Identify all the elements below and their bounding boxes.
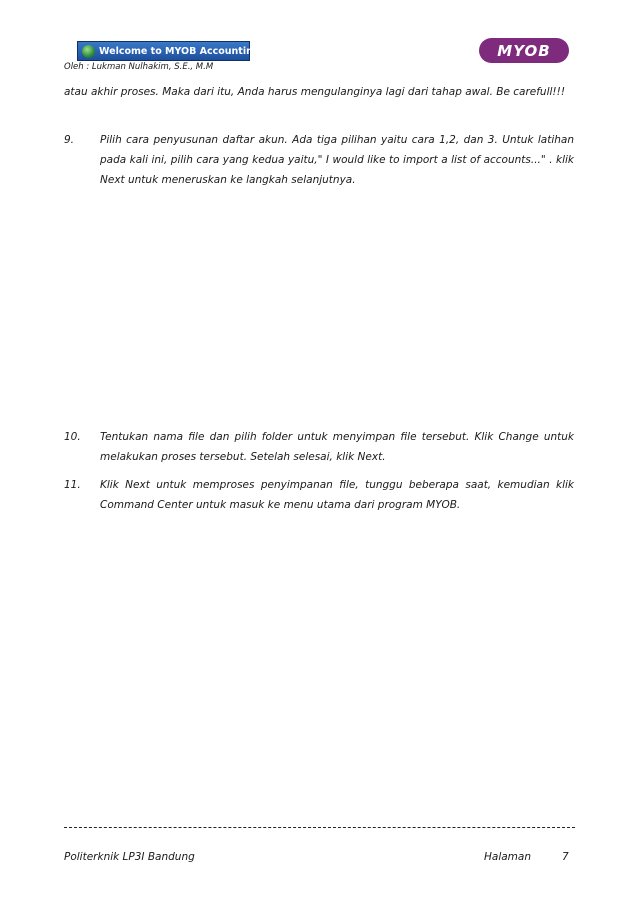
- myob-welcome-banner: [77, 41, 260, 61]
- item-text: Pilih cara penyusunan daftar akun. Ada tiga pilihan yaitu cara 1,2, dan 3. Untuk latihan pada kali ini, pilih cara yang kedua yaitu," I would like to import a list of accounts..." . klik Next untuk meneruskan ke langkah selanjutnya.: [100, 134, 574, 186]
- footer-page-number: 7: [562, 851, 569, 863]
- list-item-9: [64, 130, 574, 190]
- footer-divider: [64, 827, 575, 828]
- list-item-11: [64, 475, 574, 515]
- banner-text: Welcome to MYOB Accounting: [99, 45, 260, 57]
- item-number: 10.: [64, 431, 81, 443]
- author-line: Oleh : Lukman Nulhakim, S.E., M.M: [64, 62, 214, 72]
- globe-icon: [82, 45, 95, 58]
- footer-page-label: Halaman: [484, 851, 531, 863]
- item-text: Tentukan nama file dan pilih folder untuk menyimpan file tersebut. Klik Change untuk melakukan proses tersebut. Setelah selesai, klik Next.: [100, 431, 574, 463]
- myob-logo: [479, 38, 569, 63]
- footer-institution: Politerknik LP3I Bandung: [64, 851, 195, 863]
- logo-text: MYOB: [497, 41, 551, 60]
- intro-paragraph: atau akhir proses. Maka dari itu, Anda harus mengulanginya lagi dari tahap awal. Be carefull!!!: [64, 86, 566, 98]
- list-item-10: [64, 427, 574, 467]
- item-text: Klik Next untuk memproses penyimpanan file, tunggu beberapa saat, kemudian klik Command Center untuk masuk ke menu utama dari program MYOB.: [100, 479, 574, 511]
- item-number: 11.: [64, 479, 81, 491]
- item-number: 9.: [64, 134, 75, 146]
